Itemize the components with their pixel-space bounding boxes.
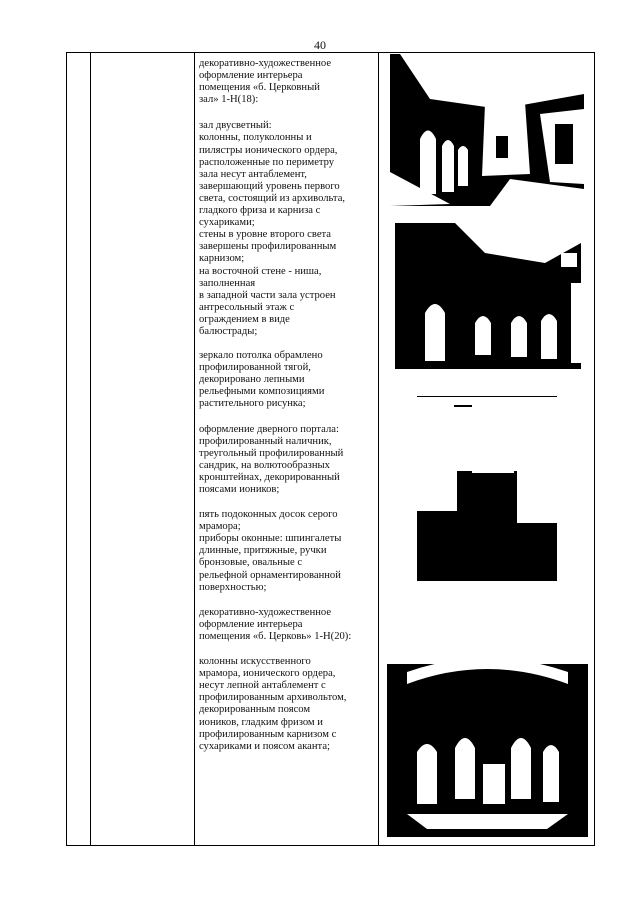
text-line: иоников, гладким фризом и — [199, 716, 323, 728]
text-line: мрамора; — [199, 521, 241, 533]
text-line: сухариками; — [199, 217, 255, 229]
text-block — [199, 58, 373, 106]
text-line: рельефной орнаментированной — [199, 569, 341, 581]
text-line: заполненная — [199, 277, 256, 289]
text-line: колонны искусственного — [199, 656, 311, 668]
description-column — [199, 58, 373, 765]
text-block — [199, 424, 373, 497]
text-line: пилястры ионического ордера, — [199, 144, 338, 156]
page-number: 40 — [314, 38, 326, 52]
text-line: завершающий уровень первого — [199, 180, 340, 192]
photo-strip-line — [417, 396, 557, 397]
text-line: оформление интерьера — [199, 618, 303, 630]
text-line: кронштейнах, декорированный — [199, 471, 340, 483]
text-line: сандрик, на волютообразных — [199, 459, 330, 471]
text-line: стены в уровне второго света — [199, 229, 331, 241]
text-line: растительного рисунка; — [199, 398, 306, 410]
text-line: поясами иоников; — [199, 484, 280, 495]
text-line: длинные, притяжные, ручки — [199, 545, 327, 557]
text-line: на восточной стене - ниша, — [199, 265, 322, 277]
column-divider-3 — [378, 52, 379, 846]
text-line: ограждением в виде — [199, 313, 290, 325]
text-line: поверхностью; — [199, 581, 267, 593]
text-line: треугольный профилированный — [199, 447, 344, 459]
text-line: в западной части зала устроен — [199, 289, 336, 301]
text-block — [199, 607, 373, 643]
text-line: гладкого фриза и карниза с — [199, 205, 321, 217]
text-line: профилированной тягой, — [199, 362, 311, 374]
text-line: завершены профилированным — [199, 241, 337, 253]
text-line: колонны, полуколонны и — [199, 132, 312, 144]
text-line: зеркало потолка обрамлено — [199, 350, 323, 362]
text-line: зал двусветный: — [199, 120, 272, 132]
text-line: несут лепной антаблемент с — [199, 680, 326, 692]
photo-church-hall — [390, 54, 584, 206]
column-divider-2 — [194, 52, 195, 846]
text-line: декоративно-художественное — [199, 606, 332, 618]
text-line: зал» 1-Н(18): — [199, 94, 259, 106]
text-line: профилированным архивольтом, — [199, 692, 347, 704]
text-line: помещения «б. Церковный — [199, 82, 320, 94]
text-line: декоративно-художественное — [199, 58, 332, 69]
column-divider-1 — [90, 52, 91, 846]
text-line: профилированным карнизом с — [199, 728, 337, 740]
text-line: пять подоконных досок серого — [199, 509, 338, 521]
text-line: помещения «б. Церковь» 1-Н(20): — [199, 630, 352, 642]
photo-church-interior — [387, 664, 588, 837]
text-line: мрамора, ионического ордера, — [199, 668, 336, 680]
text-line: декорированным поясом — [199, 704, 311, 716]
text-line: света, состоящий из архивольта, — [199, 192, 346, 204]
text-line: оформление дверного портала: — [199, 423, 339, 435]
text-line: зала несут антаблемент, — [199, 168, 307, 180]
photo-door-portal — [417, 465, 557, 581]
text-line: антресольный этаж с — [199, 301, 295, 313]
text-line: профилированный наличник, — [199, 435, 332, 447]
text-block — [199, 350, 373, 410]
text-line: приборы оконные: шпингалеты — [199, 533, 342, 545]
text-line: балюстрады; — [199, 325, 258, 337]
photo-arched-windows — [395, 223, 581, 369]
text-line: сухариками и поясом аканта; — [199, 740, 330, 752]
photo-strip-mark — [454, 405, 472, 407]
text-block — [199, 509, 373, 594]
text-line: оформление интерьера — [199, 70, 303, 82]
text-line: рельефными композициями — [199, 386, 325, 398]
text-line: бронзовые, овальные с — [199, 557, 303, 569]
text-block — [199, 656, 373, 753]
text-block — [199, 120, 373, 338]
text-line: декорировано лепными — [199, 374, 305, 386]
text-line: карнизом; — [199, 253, 245, 265]
text-line: расположенные по периметру — [199, 156, 335, 168]
